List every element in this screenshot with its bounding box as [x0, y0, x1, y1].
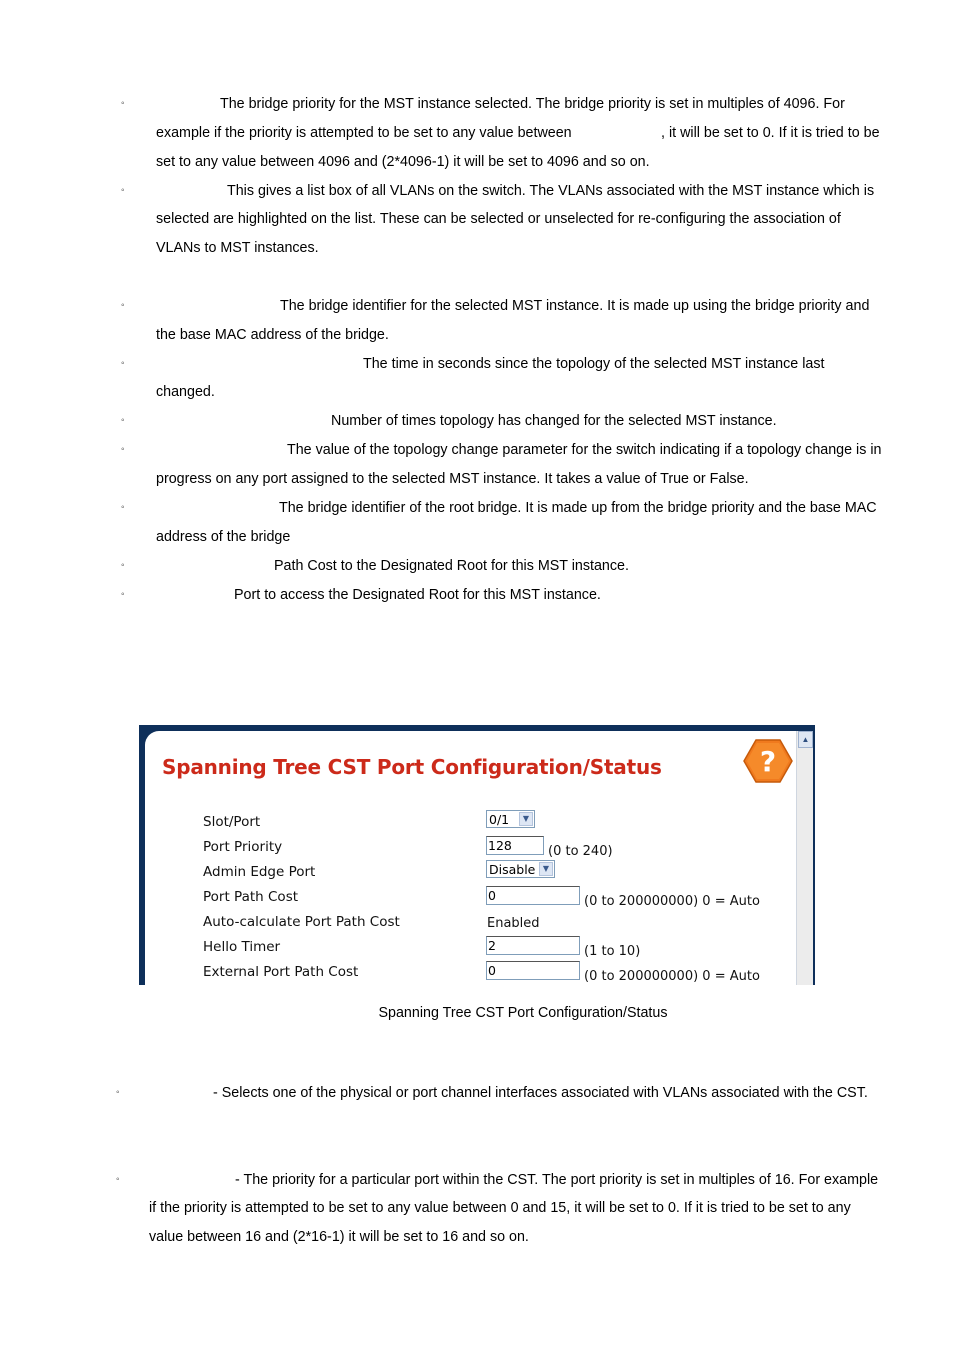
external-port-path-cost-input[interactable]: 0 — [486, 961, 580, 980]
admin-edge-port-select[interactable] — [486, 860, 555, 878]
auto-calc-path-cost-value: Enabled — [487, 916, 540, 931]
admin-edge-port-label: Admin Edge Port — [203, 864, 316, 880]
list-bullet: ◦ — [121, 358, 125, 369]
bridge-id-desc-line-2: the base MAC address of the bridge. — [156, 327, 389, 343]
figure-caption: Spanning Tree CST Port Configuration/Status — [378, 1005, 668, 1021]
vertical-scrollbar[interactable] — [796, 731, 813, 985]
topology-change-desc-line-2: progress on any port assigned to the selected MST instance. It takes a value of True or False. — [156, 471, 749, 487]
list-bullet: ◦ — [121, 415, 125, 426]
admin-edge-port-value: Disable — [489, 862, 536, 877]
list-bullet: ◦ — [121, 560, 125, 571]
bridge-id-desc-line-1: The bridge identifier for the selected MST instance. It is made up using the bridge priority and — [280, 298, 870, 314]
port-priority-input[interactable]: 128 — [486, 836, 544, 855]
list-bullet: ◦ — [116, 1174, 120, 1185]
slot-port-desc-line-1: - Selects one of the physical or port channel interfaces associated with VLANs associated with the CST. — [213, 1085, 868, 1101]
port-priority-desc-line-2: if the priority is attempted to be set to any value between 0 and 15, it will be set to 0. If it is tried to be set to any — [149, 1200, 851, 1216]
slot-port-select[interactable] — [486, 810, 535, 828]
bridge-priority-desc-line-4: set to any value between 4096 and (2*4096-1) it will be set to 4096 and so on. — [156, 154, 650, 170]
hello-timer-label: Hello Timer — [203, 939, 281, 955]
root-id-desc-line-2: address of the bridge — [156, 529, 291, 545]
vlan-list-desc-line-3: VLANs to MST instances. — [156, 240, 319, 256]
external-port-path-cost-range-hint: (0 to 200000000) 0 = Auto — [584, 969, 760, 984]
port-path-cost-range-hint: (0 to 200000000) 0 = Auto — [584, 894, 760, 909]
list-bullet: ◦ — [121, 185, 125, 196]
panel-title: Spanning Tree CST Port Configuration/Status — [162, 755, 662, 779]
list-bullet: ◦ — [121, 502, 125, 513]
config-panel-body — [145, 731, 796, 985]
hello-timer-input[interactable]: 2 — [486, 936, 580, 955]
topology-time-desc-line-1: The time in seconds since the topology of the selected MST instance last — [363, 356, 825, 372]
topology-change-desc-line-1: The value of the topology change parameter for the switch indicating if a topology change is in — [287, 442, 882, 458]
bridge-priority-desc-line-3: , it will be set to 0. If it is tried to be — [661, 125, 880, 141]
external-port-path-cost-label: External Port Path Cost — [203, 964, 359, 980]
scroll-up-arrow-icon[interactable]: ▲ — [798, 731, 813, 748]
port-path-cost-label: Port Path Cost — [203, 889, 299, 905]
port-priority-desc-line-3: value between 16 and (2*16-1) it will be set to 16 and so on. — [149, 1229, 529, 1245]
slot-port-label: Slot/Port — [203, 814, 261, 830]
cst-port-config-screenshot — [139, 725, 815, 985]
root-id-desc-line-1: The bridge identifier of the root bridge. It is made up from the bridge priority and the base MAC — [279, 500, 877, 516]
list-bullet: ◦ — [121, 300, 125, 311]
list-bullet: ◦ — [116, 1087, 120, 1098]
chevron-down-icon[interactable]: ▼ — [519, 812, 533, 826]
port-priority-desc-line-1: - The priority for a particular port within the CST. The port priority is set in multiples of 16. For example — [235, 1172, 879, 1188]
list-bullet: ◦ — [121, 444, 125, 455]
auto-calc-path-cost-label: Auto-calculate Port Path Cost — [203, 914, 400, 930]
help-icon[interactable] — [742, 737, 794, 785]
topology-count-desc-line-1: Number of times topology has changed for the selected MST instance. — [331, 413, 777, 429]
root-path-cost-desc-line-1: Path Cost to the Designated Root for this MST instance. — [274, 558, 629, 574]
bridge-priority-desc-line-1: The bridge priority for the MST instance selected. The bridge priority is set in multiples of 4096. For — [220, 96, 845, 112]
bridge-priority-desc-line-2: example if the priority is attempted to be set to any value between — [156, 125, 572, 141]
vlan-list-desc-line-1: This gives a list box of all VLANs on the switch. The VLANs associated with the MST instance which is — [227, 183, 875, 199]
topology-time-desc-line-2: changed. — [156, 384, 215, 400]
list-bullet: ◦ — [121, 589, 125, 600]
root-port-desc-line-1: Port to access the Designated Root for this MST instance. — [234, 587, 601, 603]
help-glyph: ? — [759, 745, 777, 778]
hello-timer-range-hint: (1 to 10) — [584, 944, 641, 959]
chevron-down-icon[interactable]: ▼ — [539, 862, 553, 876]
list-bullet: ◦ — [121, 98, 125, 109]
vlan-list-desc-line-2: selected are highlighted on the list. These can be selected or unselected for re-configuring the association of — [156, 211, 841, 227]
port-path-cost-input[interactable]: 0 — [486, 886, 580, 905]
slot-port-value: 0/1 — [489, 812, 510, 827]
port-priority-range-hint: (0 to 240) — [548, 844, 613, 859]
port-priority-label: Port Priority — [203, 839, 283, 855]
